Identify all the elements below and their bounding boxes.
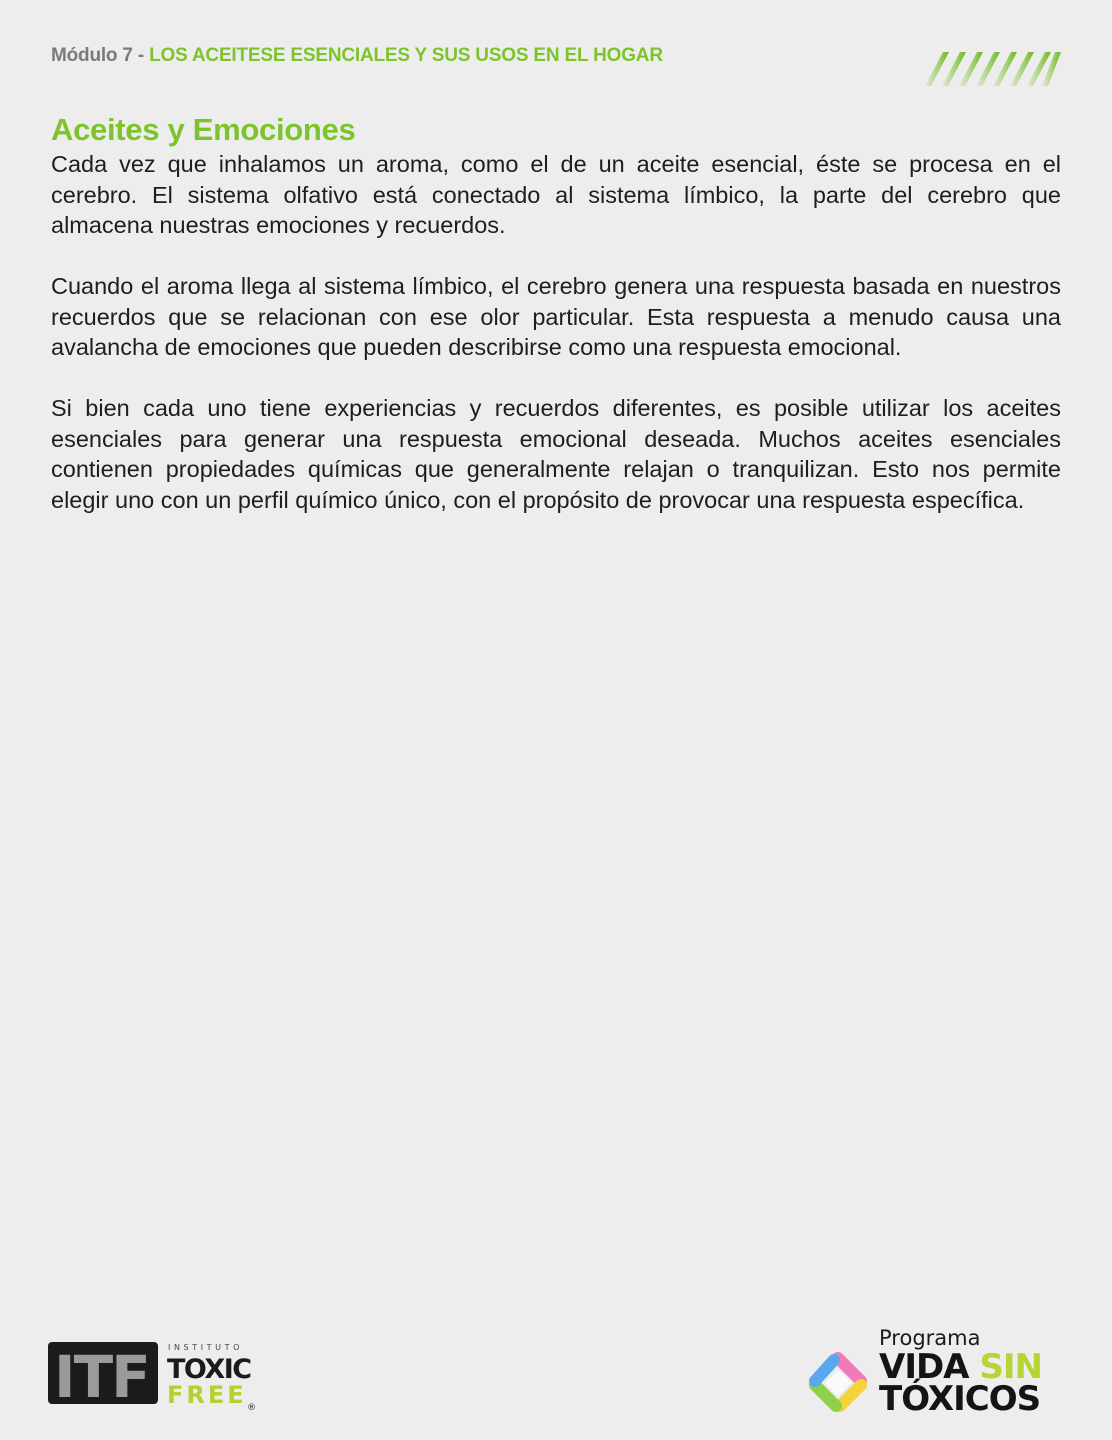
itf-letters: ITF [54, 1343, 149, 1411]
toxicos-word: TÓXICOS [879, 1379, 1041, 1419]
section-title: Aceites y Emociones [51, 112, 356, 147]
vida-word: VIDA [879, 1347, 969, 1387]
module-header [51, 45, 663, 67]
itf-registered-mark: ® [247, 1403, 256, 1413]
itf-toxic-label: TOXIC [167, 1354, 251, 1385]
itf-toxic-free-logo [48, 1340, 258, 1414]
decorative-stripes-icon [925, 50, 1065, 88]
programa-label: Programa [879, 1326, 981, 1350]
module-subtitle: LOS ACEITESE ESENCIALES Y SUS USOS EN EL HOGAR [149, 45, 663, 66]
paragraph: Cada vez que inhalamos un aroma, como el de un aceite esencial, éste se procesa en el cerebro. El sistema olfativo está conectado al sistema límbico, la parte del cerebro que almacena nuestras emociones y recuerdos. [51, 151, 1061, 238]
itf-free-label: FREE [167, 1381, 247, 1409]
paragraph: Si bien cada uno tiene experiencias y recuerdos diferentes, es posible utilizar los aceites esenciales para generar una respuesta emocional deseada. Muchos aceites esenciales contienen propiedades químicas que generalmente relajan o tranquilizan. Esto nos permite elegir uno con un perfil químico único, con el propósito de provocar una respuesta específica. [51, 395, 1061, 513]
itf-instituto-label: INSTITUTO [168, 1343, 243, 1352]
section-body [51, 149, 1061, 546]
vida-sin-toxicos-logo [805, 1326, 1070, 1420]
module-number: Módulo 7 [51, 45, 133, 66]
paragraph: Cuando el aroma llega al sistema límbico, el cerebro genera una respuesta basada en nuestros recuerdos que se relacionan con ese olor particular. Esta respuesta a menudo causa una avalancha de emociones que pueden describirse como una respuesta emocional. [51, 273, 1061, 360]
header-separator: - [132, 45, 150, 66]
colorful-diamond-icon [805, 1350, 871, 1416]
sin-word: SIN [979, 1347, 1042, 1387]
